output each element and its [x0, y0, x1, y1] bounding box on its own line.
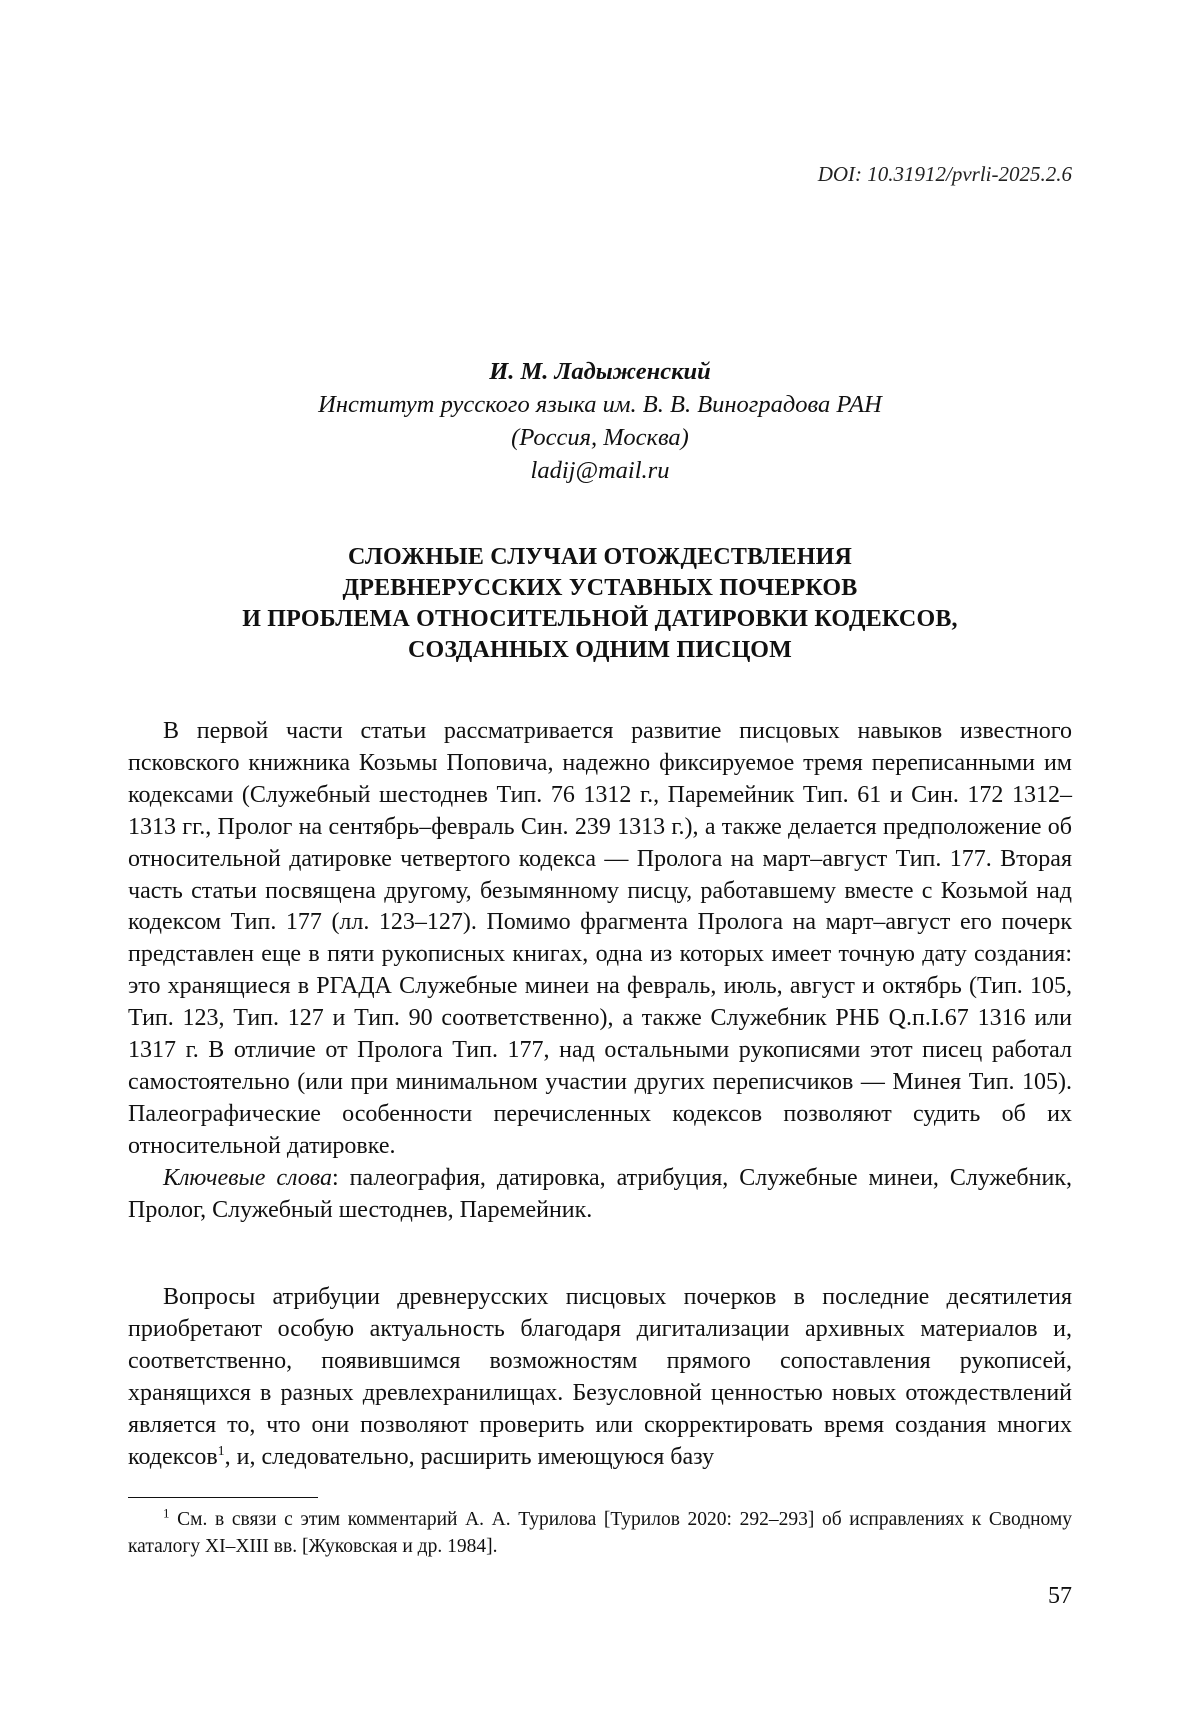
abstract-text: В первой части статьи рассматривается развитие писцовых навыков известного псковского книжника Козьмы Поповича, надежно фиксируемое тремя переписанными им кодексами (Служебный шестоднев Тип. 76 1312 г., Паремейник Тип. 61 и Син. 172 1312–1313 гг., Пролог на сентябрь–февраль Син. 239 1313 г.), а также делается предположение об относительной датировке четвертого кодекса — Пролога на март–август Тип. 177. Вторая часть статьи посвящена другому, безымянному писцу, работавшему вместе с Козьмой над кодексом Тип. 177 (лл. 123–127). Помимо фрагмента Пролога на март–август его почерк представлен еще в пяти рукописных книгах, одна из которых имеет точную дату создания: это хранящиеся в РГАДА Служебные минеи на февраль, июль, август и октябрь (Тип. 105, Тип. 123, Тип. 127 и Тип. 90 соответственно), а также Служебник РНБ Q.п.I.67 1316 или 1317 г. В отличие от Пролога Тип. 177, над остальными рукописями этот писец работал самостоятельно (или при минимальном участии других переписчиков — Минея Тип. 105). Палеографические особенности перечисленных кодексов позволяют судить об их относительной датировке. [128, 718, 1072, 1159]
author-name: И. М. Ладыженский [489, 358, 711, 385]
keywords-text: : палеография, датировка, атрибуция, Служебные минеи, Служебник, Пролог, Служебный шестоднев, Паремейник. [128, 1164, 1072, 1223]
body-paragraph [128, 1282, 1072, 1473]
author-email[interactable]: ladij@mail.ru [530, 457, 670, 484]
title-line: И ПРОБЛЕМА ОТНОСИТЕЛЬНОЙ ДАТИРОВКИ КОДЕКСОВ, [242, 606, 958, 632]
keywords [128, 1163, 1072, 1227]
footnote [128, 1506, 1072, 1560]
title-line: СОЗДАННЫХ ОДНИМ ПИСЦОМ [408, 637, 792, 663]
body-paragraph-part: Вопросы атрибуции древнерусских писцовых почерков в последние десятилетия приобретают особую актуальность благодаря дигитализации архивных материалов и, соответственно, появившимся возможностям прямого сопоставления рукописей, хранящихся в разных древлехранилищах. Безусловной ценностью новых отождествлений является то, что они позволяют проверить или скорректировать время создания многих кодексов [128, 1284, 1072, 1470]
abstract [128, 716, 1072, 1227]
footnote-number: 1 [163, 1505, 170, 1521]
page-number: 57 [1048, 1583, 1072, 1609]
title-line: СЛОЖНЫЕ СЛУЧАИ ОТОЖДЕСТВЛЕНИЯ [348, 544, 852, 570]
body-paragraph-part: , и, следовательно, расширить имеющуюся базу [224, 1443, 715, 1470]
body-text [128, 1282, 1072, 1473]
author-block [0, 355, 1200, 487]
keywords-label: Ключевые слова [163, 1164, 333, 1191]
doi-header: DOI: 10.31912/pvrli-2025.2.6 [817, 162, 1072, 186]
footnote-reference[interactable]: 1 [217, 1443, 225, 1459]
footnote-divider [128, 1497, 318, 1498]
article-title [0, 542, 1200, 666]
title-line: ДРЕВНЕРУССКИХ УСТАВНЫХ ПОЧЕРКОВ [342, 575, 858, 601]
footnote-text: См. в связи с этим комментарий А. А. Турилова [Турилов 2020: 292–293] об исправлениях к Сводному каталогу XI–XIII вв. [Жуковская и др. 1984]. [128, 1509, 1072, 1557]
author-location: (Россия, Москва) [511, 424, 689, 451]
author-affiliation: Институт русского языка им. В. В. Виноградова РАН [318, 391, 882, 418]
